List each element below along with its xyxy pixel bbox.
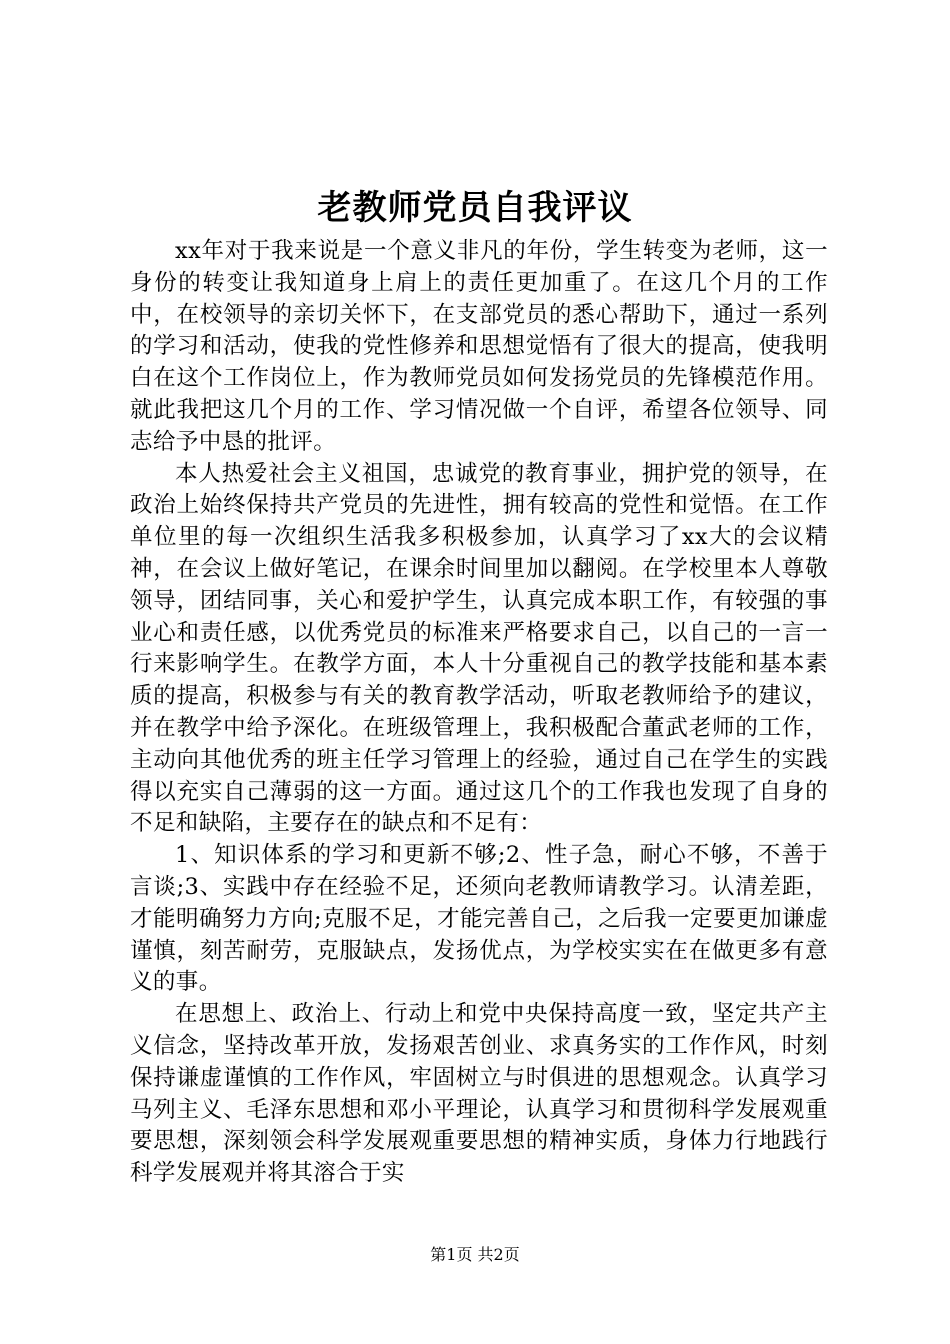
page-number-footer: 第1页 共2页 (430, 1245, 520, 1264)
paragraph-intro: xx年对于我来说是一个意义非凡的年份，学生转变为老师，这一身份的转变让我知道身上肩上的责任更加重了。在这几个月的工作中，在校领导的亲切关怀下，在支部党员的悉心帮助下，通过一系列的学习和活动，使我的党性修养和思想觉悟有了很大的提高，使我明白在这个工作岗位上，作为教师党员如何发扬党员的先锋模范作用。就此我把这几个月的工作、学习情况做一个自评，希望各位领导、同志给予中恳的批评。 (130, 238, 828, 455)
paragraph-self-assessment: 本人热爱社会主义祖国，忠诚党的教育事业，拥护党的领导，在政治上始终保持共产党员的先进性，拥有较高的党性和觉悟。在工作单位里的每一次组织生活我多积极参加，认真学习了xx大的会议精神，在会议上做好笔记，在课余时间里加以翻阅。在学校里本人尊敬领导，团结同事，关心和爱护学生，认真完成本职工作，有较强的事业心和责任感，以优秀党员的标准来严格要求自己，以自己的一言一行来影响学生。在教学方面，本人十分重视自己的教学技能和基本素质的提高，积极参与有关的教育教学活动，听取老教师给予的建议，并在教学中给予深化。在班级管理上，我积极配合董武老师的工作，主动向其他优秀的班主任学习管理上的经验，通过自己在学生的实践得以充实自己薄弱的这一方面。通过这几个的工作我也发现了自身的不足和缺陷，主要存在的缺点和不足有： (130, 460, 828, 837)
paragraph-ideology: 在思想上、政治上、行动上和党中央保持高度一致，坚定共产主义信念，坚持改革开放，发扬艰苦创业、求真务实的工作作风，时刻保持谦虚谨慎的工作作风，牢固树立与时俱进的思想观念。认真学习马列主义、毛泽东思想和邓小平理论，认真学习和贯彻科学发展观重要思想，深刻领会科学发展观重要思想的精神实质，身体力行地践行科学发展观并将其溶合于实 (130, 1001, 828, 1187)
document-body (130, 236, 828, 1190)
paragraph-shortcomings: 1、知识体系的学习和更新不够;2、性子急，耐心不够，不善于言谈;3、实践中存在经验不足，还须向老教师请教学习。认清差距，才能明确努力方向;克服不足，才能完善自己，之后我一定要更加谦虚谨慎，刻苦耐劳，克服缺点，发扬优点，为学校实实在在做更多有意义的事。 (130, 842, 828, 996)
document-title: 老教师党员自我评议 (317, 188, 633, 228)
